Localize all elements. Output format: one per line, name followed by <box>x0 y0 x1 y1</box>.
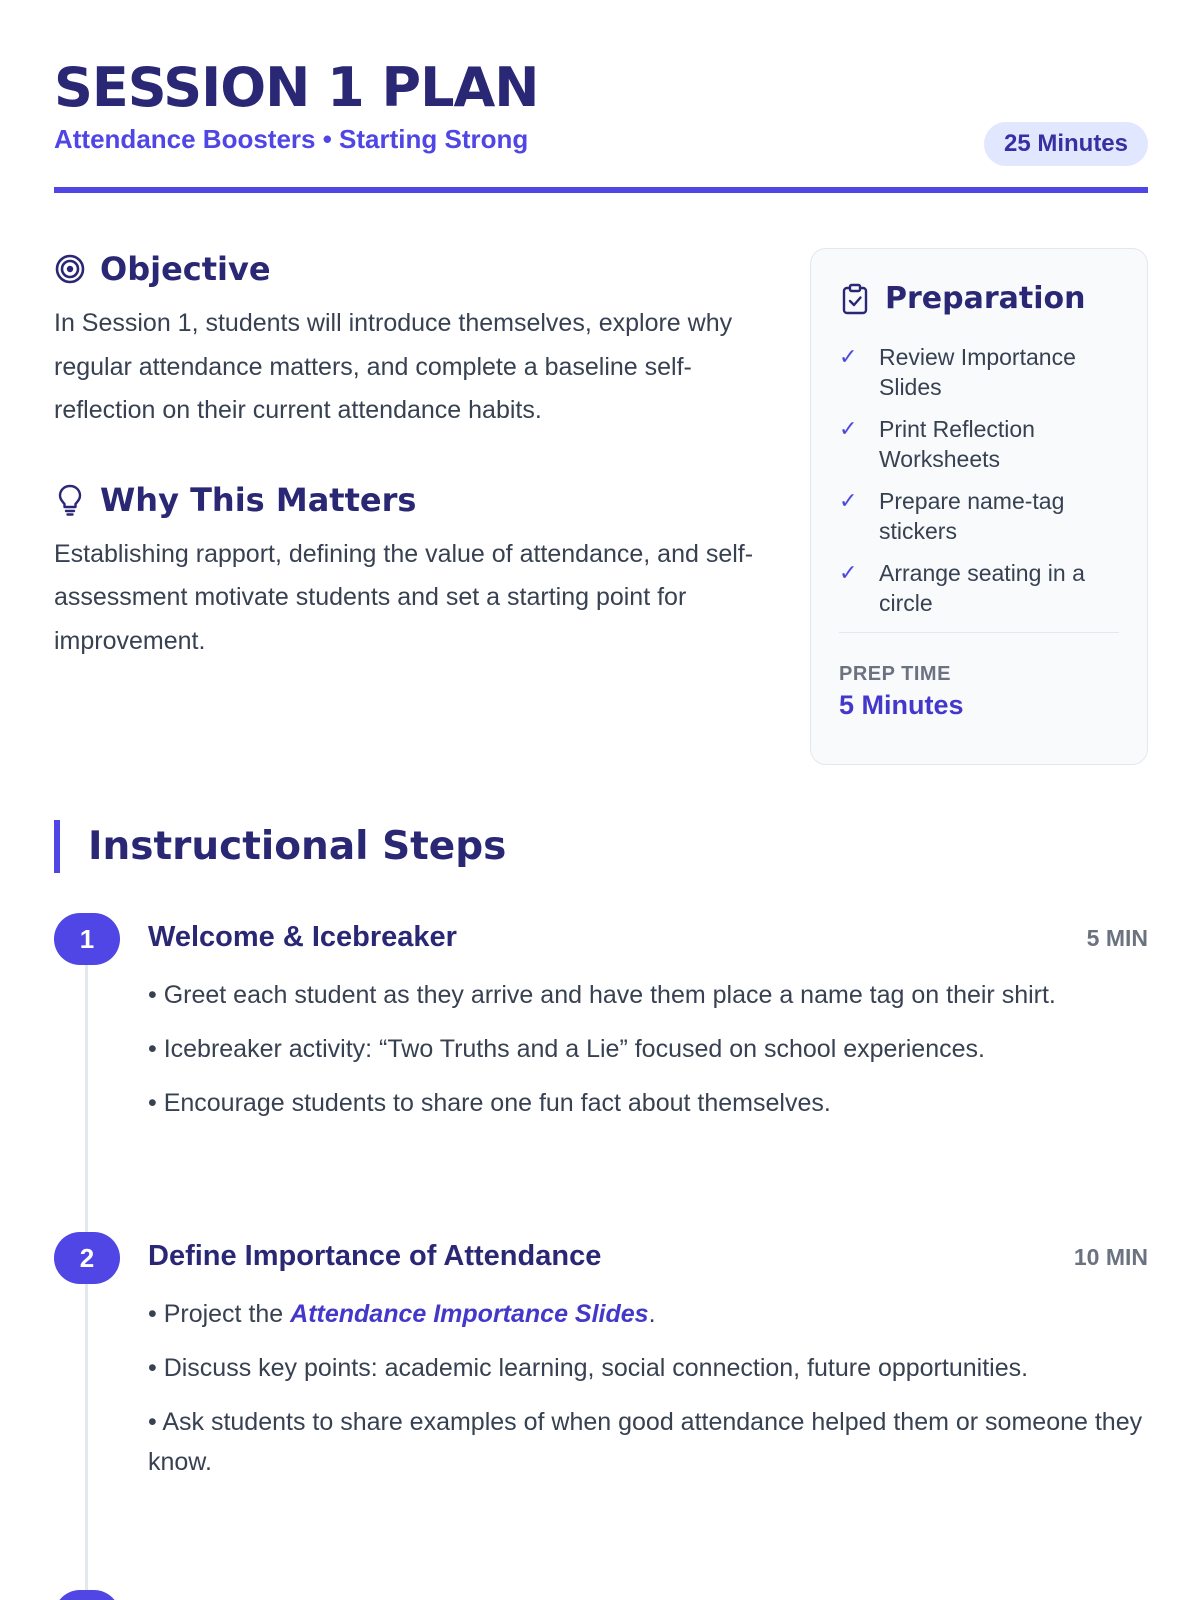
slides-reference: Attendance Importance Slides <box>290 1300 649 1328</box>
list-item: ✓ Prepare name-tag stickers <box>839 488 1065 544</box>
duration-badge: 25 Minutes <box>984 122 1148 166</box>
objective-section <box>54 250 774 663</box>
lightbulb-icon <box>54 484 86 516</box>
why-text: Establishing rapport, defining the value of attendance, and self-assessment motivate students and set a starting point for improvement. <box>54 539 754 655</box>
steps-heading <box>54 820 506 873</box>
clipboard-check-icon <box>839 283 871 315</box>
step-2 <box>54 1232 1148 1562</box>
list-item: • Project the Attendance Importance Slides. <box>148 1300 656 1328</box>
list-item: • Greet each student as they arrive and have them place a name tag on their shirt. <box>148 981 1056 1009</box>
objective-heading: Objective <box>100 250 271 288</box>
check-icon: ✓ <box>839 560 858 585</box>
prep-time-label: PREP TIME <box>839 663 951 685</box>
step-number-badge: 2 <box>54 1232 120 1284</box>
prep-time-value: 5 Minutes <box>839 690 964 720</box>
step-duration: 10 MIN <box>1073 1244 1148 1270</box>
step-bullets <box>148 975 1148 1137</box>
objective-text: In Session 1, students will introduce themselves, explore why regular attendance matters, and complete a baseline self-reflection on their current attendance habits. <box>54 309 733 424</box>
preparation-card <box>810 248 1148 765</box>
timeline-line <box>85 965 88 1242</box>
step-1 <box>54 913 1148 1193</box>
list-item: ✓ Print Reflection Worksheets <box>839 416 1035 472</box>
list-item: • Ask students to share examples of when good attendance helped them or someone they know. <box>148 1408 1143 1476</box>
steps-title: Instructional Steps <box>88 824 507 869</box>
list-item: ✓ Arrange seating in a circle <box>839 560 1085 616</box>
list-item: • Encourage students to share one fun fact about themselves. <box>148 1089 831 1117</box>
check-icon: ✓ <box>839 416 858 441</box>
step-duration: 5 MIN <box>1086 925 1148 951</box>
timeline-line <box>85 1284 88 1600</box>
why-section <box>54 481 774 519</box>
step-title: Welcome & Icebreaker <box>148 921 457 953</box>
preparation-list <box>839 342 1119 618</box>
why-heading: Why This Matters <box>100 480 417 519</box>
page-title: SESSION 1 PLAN <box>54 56 539 119</box>
step-bullets <box>148 1294 1148 1496</box>
list-item: ✓ Review Importance Slides <box>839 344 1076 400</box>
page-subtitle: Attendance Boosters • Starting Strong <box>54 124 529 154</box>
check-icon: ✓ <box>839 488 858 513</box>
list-item: • Discuss key points: academic learning, social connection, future opportunities. <box>148 1354 1029 1382</box>
page-header <box>54 58 1148 155</box>
preparation-heading: Preparation <box>885 281 1086 316</box>
divider <box>839 632 1119 633</box>
step-title: Define Importance of Attendance <box>148 1240 602 1272</box>
step-3 <box>54 1590 1148 1600</box>
step-number-badge <box>54 1590 120 1600</box>
step-number-badge: 1 <box>54 913 120 965</box>
check-icon: ✓ <box>839 344 858 369</box>
accent-bar <box>54 820 60 873</box>
target-icon <box>54 253 86 285</box>
list-item: • Icebreaker activity: “Two Truths and a Lie” focused on school experiences. <box>148 1035 985 1063</box>
header-divider <box>54 187 1148 193</box>
